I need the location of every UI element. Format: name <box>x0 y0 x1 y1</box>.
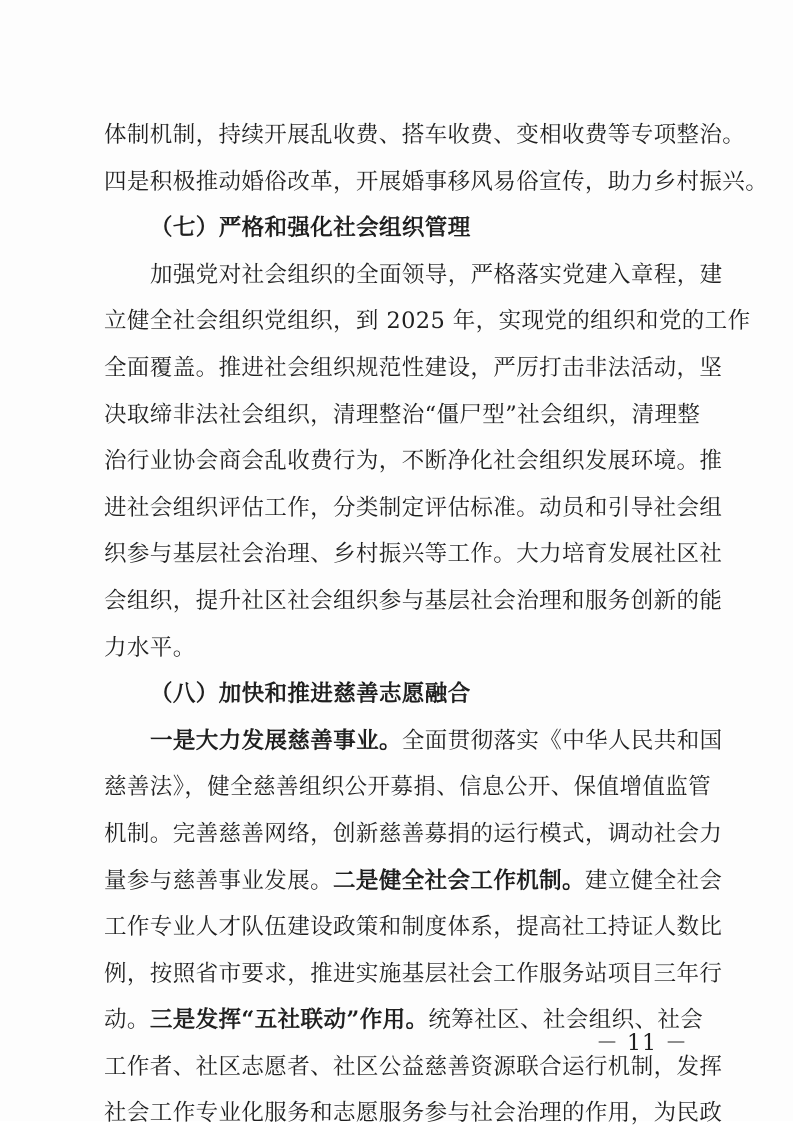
text-line <box>104 764 712 811</box>
bold-text-segment: 二是健全社会工作机制。 <box>333 867 585 894</box>
text-segment: 工作专业人才队伍建设政策和制度体系，提高社工持证人数比 <box>104 914 723 941</box>
text-segment: 加强党对社会组织的全面领导，严格落实党建入章程，建 <box>150 261 723 288</box>
text-line <box>104 485 723 532</box>
text-line <box>104 531 723 578</box>
bold-text-segment: 三是发挥“五社联动”作用。 <box>149 1007 429 1034</box>
text-line <box>104 671 694 718</box>
text-line <box>104 1090 723 1137</box>
text-segment: 例，按照省市要求，推进实施基层社会工作服务站项目三年行 <box>104 960 723 987</box>
text-segment: 会组织，提升社区社会组织参与基层社会治理和服务创新的能 <box>104 587 723 614</box>
bold-text-segment: （七）严格和强化社会组织管理 <box>150 215 471 242</box>
text-segment: 慈善法》，健全慈善组织公开募捐、信息公开、保值增值监管 <box>104 774 712 801</box>
text-line <box>104 625 694 672</box>
text-segment: 统筹社区、社会组织、社会 <box>428 1007 704 1034</box>
text-segment: 立健全社会组织党组织，到 2025 年，实现党的组织和党的工作 <box>104 308 751 335</box>
bold-text-segment: 一是大力发展慈善事业。 <box>150 727 402 754</box>
text-segment: 体制机制，持续开展乱收费、搭车收费、变相收费等专项整治。 <box>104 122 746 148</box>
text-segment: 全面贯彻落实《中华人民共和国 <box>401 727 723 754</box>
text-segment: 决取缔非法社会组织，清理整治“僵尸型”社会组织，清理整 <box>104 401 701 428</box>
text-segment: 四是积极推动婚俗改革，开展婚事移风易俗宣传，助力乡村振兴。 <box>104 168 769 195</box>
text-segment: 力水平。 <box>104 634 196 661</box>
text-line <box>104 345 723 392</box>
text-segment: 量参与慈善事业发展。 <box>104 867 334 894</box>
text-line <box>104 205 694 252</box>
text-line <box>104 298 751 345</box>
text-segment: 社会工作专业化服务和志愿服务参与社会治理的作用，为民政 <box>104 1100 723 1127</box>
text-line <box>104 811 723 858</box>
text-segment: 建立健全社会 <box>584 867 723 894</box>
text-line <box>104 159 769 206</box>
bold-text-segment: （八）加快和推进慈善志愿融合 <box>150 681 471 708</box>
text-line <box>104 438 723 485</box>
text-segment: 全面覆盖。推进社会组织规范性建设，严厉打击非法活动，坚 <box>104 354 723 381</box>
text-segment: 治行业协会商会乱收费行为，不断净化社会组织发展环境。推 <box>104 448 723 475</box>
text-line <box>104 112 746 159</box>
text-line <box>104 578 723 625</box>
text-line <box>104 392 701 439</box>
text-segment: 织参与基层社会治理、乡村振兴等工作。大力培育发展社区社 <box>104 541 723 568</box>
text-segment: 机制。完善慈善网络，创新慈善募捐的运行模式，调动社会力 <box>104 820 723 847</box>
text-line <box>104 858 723 905</box>
text-segment: 进社会组织评估工作，分类制定评估标准。动员和引导社会组 <box>104 494 723 521</box>
body-text <box>104 112 769 1137</box>
text-segment: 动。 <box>104 1007 150 1034</box>
text-line <box>104 252 723 299</box>
page-number: － 11 － <box>596 1031 688 1056</box>
text-line <box>104 904 723 951</box>
text-line <box>104 718 723 765</box>
text-segment: 工作者、社区志愿者、社区公益慈善资源联合运行机制，发挥 <box>104 1053 723 1080</box>
text-line <box>104 951 723 998</box>
